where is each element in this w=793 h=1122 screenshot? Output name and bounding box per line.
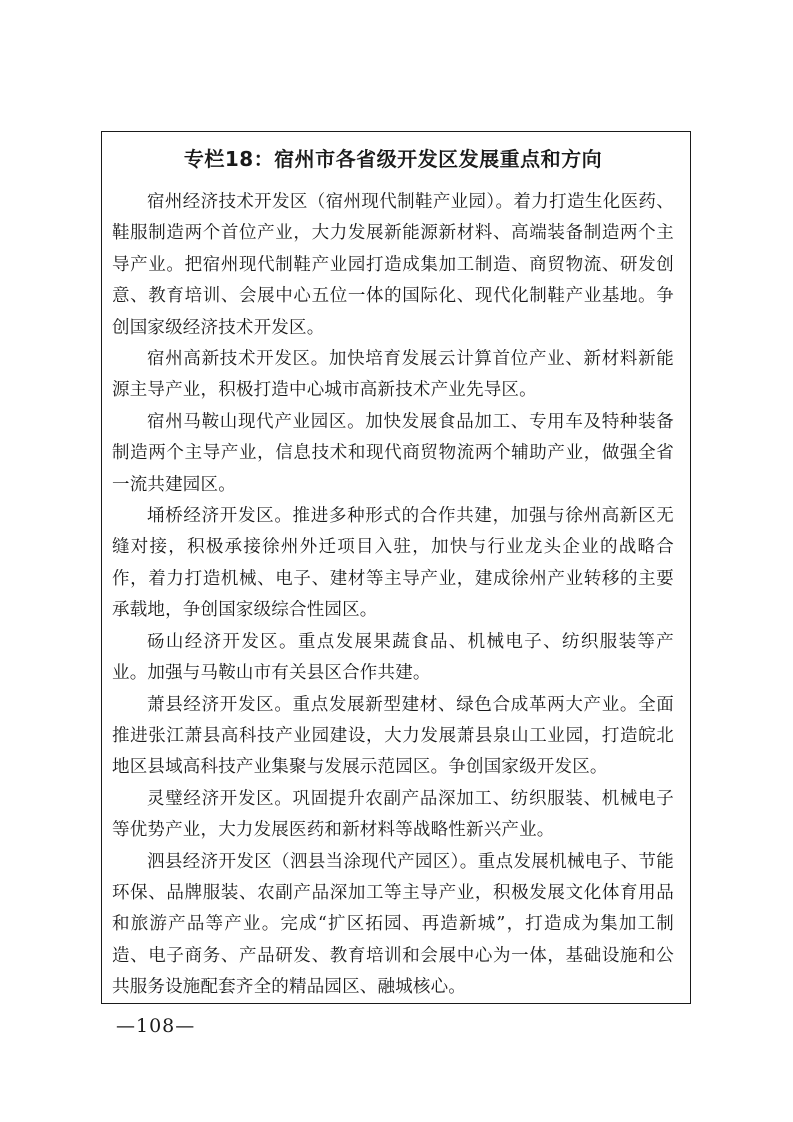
paragraph-dangshan: 砀山经济开发区。重点发展果蔬食品、机械电子、纺织服装等产业。加强与马鞍山市有关县区合作共建。	[112, 631, 674, 684]
paragraph-lingbi: 灵璧经济开发区。巩固提升农副产品深加工、纺织服装、机械电子等优势产业，大力发展医药和新材料等战略性新兴产业。	[112, 788, 674, 841]
paragraph-sixian: 泗县经济开发区（泗县当涂现代产园区）。重点发展机械电子、节能环保、品牌服装、农副产品深加工等主导产业，积极发展文化体育用品和旅游产品等产业。完成“扩区拓园、再造新城”，打造成为集加工制造、电子商务、产品研发、教育培训和会展中心为一体，基础设施和公共服务设施配套齐全的精品园区、融城核心。	[112, 851, 674, 998]
paragraph-xiaoxian: 萧县经济开发区。重点发展新型建材、绿色合成革两大产业。全面推进张江萧县高科技产业园建设，大力发展萧县泉山工业园，打造皖北地区县域高科技产业集聚与发展示范园区。争创国家级开发区。	[112, 694, 674, 778]
paragraph-suzhou-etdz: 宿州经济技术开发区（宿州现代制鞋产业园）。着力打造生化医药、鞋服制造两个首位产业，大力发展新能源新材料、高端装备制造两个主导产业。把宿州现代制鞋产业园打造成集加工制造、商贸物流、研发创意、教育培训、会展中心五位一体的国际化、现代化制鞋产业基地。争创国家级经济技术开发区。	[112, 192, 674, 338]
paragraph-yongqiao: 埇桥经济开发区。推进多种形式的合作共建，加强与徐州高新区无缝对接，积极承接徐州外迁项目入驻，加快与行业龙头企业的战略合作，着力打造机械、电子、建材等主导产业，建成徐州产业转移的主要承载地，争创国家级综合性园区。	[112, 506, 674, 621]
page-number: —108—	[116, 1015, 196, 1037]
column-title: 专栏18：宿州市各省级开发区发展重点和方向	[183, 147, 603, 171]
paragraph-suzhou-maanshan-park: 宿州马鞍山现代产业园区。加快发展食品加工、专用车及特种装备制造两个主导产业，信息技术和现代商贸物流两个辅助产业，做强全省一流共建园区。	[112, 411, 674, 495]
paragraph-suzhou-hightech: 宿州高新技术开发区。加快培育发展云计算首位产业、新材料新能源主导产业，积极打造中心城市高新技术产业先导区。	[112, 349, 674, 401]
column-box	[101, 131, 691, 1004]
